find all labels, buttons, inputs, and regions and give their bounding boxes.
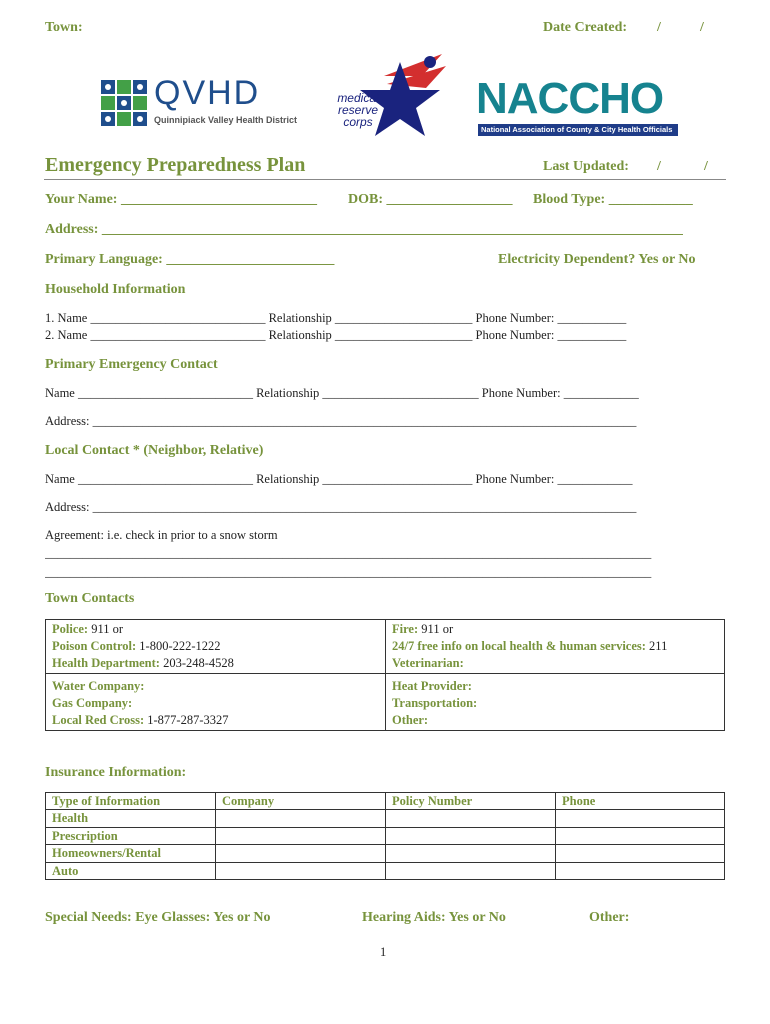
insurance-cell[interactable] bbox=[556, 810, 725, 827]
insurance-header-policy: Policy Number bbox=[386, 793, 556, 810]
water-company-label: Water Company: bbox=[52, 679, 145, 693]
last-updated-sep-2: / bbox=[704, 159, 708, 174]
page-number: 1 bbox=[380, 945, 387, 959]
contacts-cell-services bbox=[386, 674, 725, 731]
health-department-label: Health Department: bbox=[52, 656, 160, 670]
date-created-sep-1: / bbox=[657, 20, 661, 35]
primary-contact-address-field[interactable]: Address: _______________________________________________________________________________________ bbox=[45, 414, 637, 428]
town-contacts-heading: Town Contacts bbox=[45, 591, 135, 606]
info-line-entry[interactable] bbox=[392, 638, 718, 655]
veterinarian-label: Veterinarian: bbox=[392, 656, 464, 670]
date-created-sep-2: / bbox=[700, 20, 704, 35]
fire-entry[interactable] bbox=[392, 621, 718, 638]
insurance-cell[interactable] bbox=[386, 810, 556, 827]
insurance-cell[interactable] bbox=[556, 827, 725, 844]
insurance-cell[interactable] bbox=[556, 845, 725, 862]
town-label: Town: bbox=[45, 20, 83, 35]
naccho-wordmark: NACCHO bbox=[476, 74, 664, 123]
red-cross-entry[interactable] bbox=[52, 712, 379, 729]
heat-provider-entry[interactable] bbox=[392, 678, 718, 695]
poison-control-label: Poison Control: bbox=[52, 639, 137, 653]
info-line-value: 211 bbox=[645, 639, 668, 653]
other-contact-label: Other: bbox=[392, 713, 429, 727]
insurance-cell[interactable] bbox=[386, 845, 556, 862]
table-row bbox=[46, 845, 725, 862]
mrc-wordmark bbox=[326, 92, 390, 128]
transportation-entry[interactable] bbox=[392, 695, 718, 712]
contacts-cell-fire bbox=[386, 620, 725, 674]
household-row-2[interactable]: 2. Name ____________________________ Relationship ______________________ Phone Number: ___________ bbox=[45, 328, 627, 342]
table-row bbox=[46, 810, 725, 827]
poison-control-value: 1-800-222-1222 bbox=[136, 639, 221, 653]
agreement-line-1[interactable]: _________________________________________________________________________________________________ bbox=[45, 546, 652, 560]
qvhd-wordmark: QVHD bbox=[154, 74, 261, 112]
your-name-field[interactable]: Your Name: ____________________________ bbox=[45, 192, 317, 207]
primary-language-field[interactable]: Primary Language: ________________________ bbox=[45, 252, 335, 267]
info-line-label: 24/7 free info on local health & human services: bbox=[392, 639, 646, 653]
agreement-line-2[interactable]: _________________________________________________________________________________________________ bbox=[45, 565, 652, 579]
fire-label: Fire: bbox=[392, 622, 419, 636]
insurance-cell[interactable] bbox=[216, 862, 386, 879]
date-created-label: Date Created: bbox=[543, 20, 628, 35]
mrc-line-1: medical bbox=[337, 91, 379, 105]
insurance-row-auto: Auto bbox=[46, 862, 216, 879]
contacts-cell-emergency bbox=[46, 620, 386, 674]
poison-control-entry[interactable] bbox=[52, 638, 379, 655]
table-row bbox=[46, 620, 725, 674]
table-row bbox=[46, 793, 725, 810]
police-value: 911 or bbox=[88, 622, 124, 636]
naccho-subtitle: National Association of County & City Health Officials bbox=[478, 124, 678, 136]
gas-company-label: Gas Company: bbox=[52, 696, 133, 710]
local-contact-heading: Local Contact * (Neighbor, Relative) bbox=[45, 443, 264, 458]
title-divider bbox=[44, 179, 726, 180]
insurance-heading: Insurance Information: bbox=[45, 765, 187, 780]
insurance-row-prescription: Prescription bbox=[46, 827, 216, 844]
health-department-value: 203-248-4528 bbox=[159, 656, 234, 670]
gas-company-entry[interactable] bbox=[52, 695, 379, 712]
insurance-header-company: Company bbox=[216, 793, 386, 810]
electricity-dependent-field[interactable]: Electricity Dependent? Yes or No bbox=[498, 252, 696, 267]
qvhd-subtitle: Quinnipiack Valley Health District bbox=[154, 115, 298, 125]
table-row bbox=[46, 862, 725, 879]
last-updated-sep-1: / bbox=[657, 159, 661, 174]
primary-contact-name-field[interactable]: Name ____________________________ Relationship _________________________ Phone Number: ____________ bbox=[45, 386, 639, 400]
veterinarian-entry[interactable] bbox=[392, 655, 718, 672]
table-row bbox=[46, 674, 725, 731]
caduceus-icon bbox=[424, 56, 436, 68]
insurance-row-health: Health bbox=[46, 810, 216, 827]
red-cross-label: Local Red Cross: bbox=[52, 713, 145, 727]
mrc-line-2: reserve bbox=[337, 103, 378, 117]
blood-type-field[interactable]: Blood Type: ____________ bbox=[533, 192, 693, 207]
insurance-cell[interactable] bbox=[386, 862, 556, 879]
agreement-label: Agreement: i.e. check in prior to a snow storm bbox=[45, 528, 278, 542]
table-row bbox=[46, 827, 725, 844]
insurance-header-phone: Phone bbox=[556, 793, 725, 810]
address-field[interactable]: Address: ___________________________________________________________________________________ bbox=[45, 222, 683, 237]
insurance-row-homeowners: Homeowners/Rental bbox=[46, 845, 216, 862]
police-label: Police: bbox=[52, 622, 89, 636]
insurance-header-type: Type of Information bbox=[46, 793, 216, 810]
insurance-cell[interactable] bbox=[556, 862, 725, 879]
qvhd-logo bbox=[98, 74, 318, 139]
health-department-entry[interactable] bbox=[52, 655, 379, 672]
hearing-aids-field[interactable]: Hearing Aids: Yes or No bbox=[362, 910, 506, 925]
contacts-cell-utilities bbox=[46, 674, 386, 731]
insurance-cell[interactable] bbox=[216, 827, 386, 844]
other-contact-entry[interactable] bbox=[392, 712, 718, 729]
mrc-logo bbox=[322, 48, 472, 145]
last-updated-label: Last Updated: bbox=[543, 159, 629, 174]
water-company-entry[interactable] bbox=[52, 678, 379, 695]
local-contact-address-field[interactable]: Address: _______________________________________________________________________________________ bbox=[45, 500, 637, 514]
insurance-cell[interactable] bbox=[386, 827, 556, 844]
fire-value: 911 or bbox=[418, 622, 454, 636]
insurance-table bbox=[45, 792, 725, 880]
insurance-cell[interactable] bbox=[216, 845, 386, 862]
red-cross-value: 1-877-287-3327 bbox=[144, 713, 229, 727]
heat-provider-label: Heat Provider: bbox=[392, 679, 472, 693]
household-row-1[interactable]: 1. Name ____________________________ Relationship ______________________ Phone Number: ___________ bbox=[45, 311, 627, 325]
local-contact-name-field[interactable]: Name ____________________________ Relationship ________________________ Phone Number: ____________ bbox=[45, 472, 633, 486]
police-entry[interactable] bbox=[52, 621, 379, 638]
insurance-cell[interactable] bbox=[216, 810, 386, 827]
eye-glasses-field[interactable]: Special Needs: Eye Glasses: Yes or No bbox=[45, 910, 271, 925]
dob-field[interactable]: DOB: __________________ bbox=[348, 192, 513, 207]
town-contacts-table bbox=[45, 619, 725, 731]
transportation-label: Transportation: bbox=[392, 696, 478, 710]
special-needs-other-field[interactable]: Other: bbox=[589, 910, 630, 925]
household-heading: Household Information bbox=[45, 282, 186, 297]
page-title: Emergency Preparedness Plan bbox=[45, 154, 306, 176]
primary-contact-heading: Primary Emergency Contact bbox=[45, 357, 218, 372]
mrc-line-3: corps bbox=[343, 115, 373, 129]
